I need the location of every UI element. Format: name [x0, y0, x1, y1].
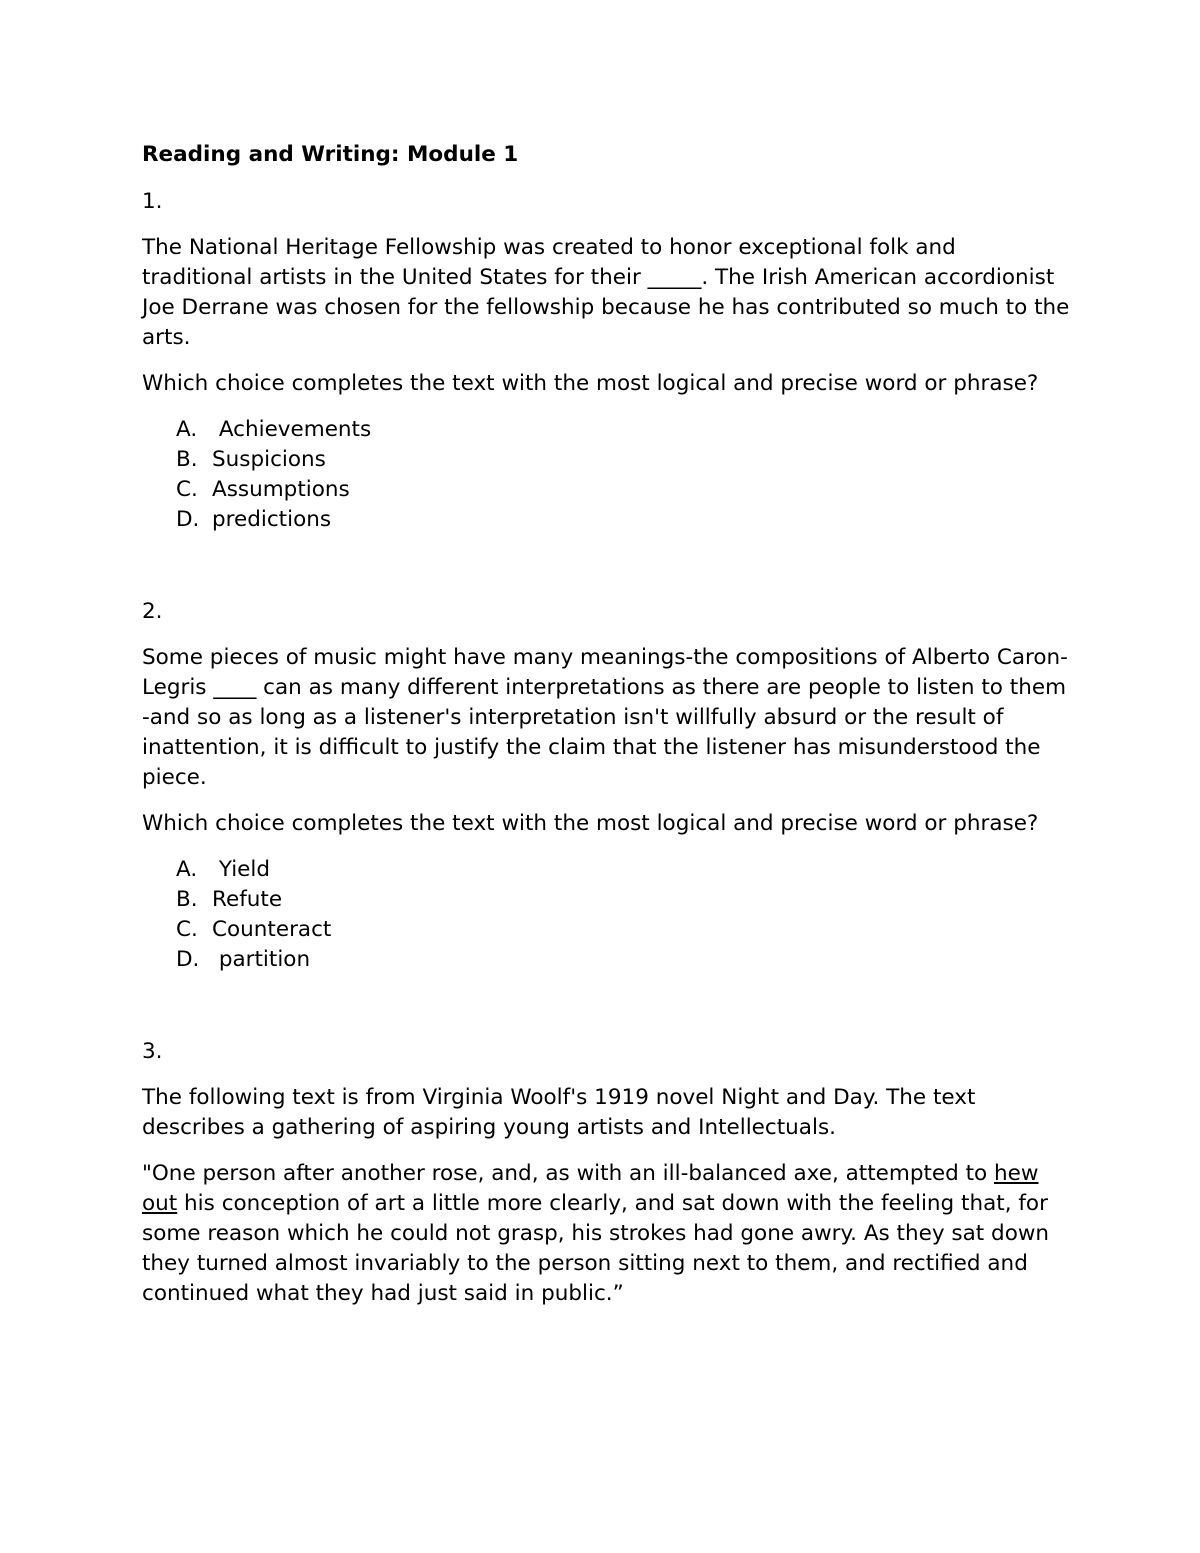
- answer-choice: [176, 885, 1072, 915]
- choice-text: Counteract: [212, 917, 332, 942]
- document-title: Reading and Writing: Module 1: [142, 142, 519, 167]
- choice-text: predictions: [212, 507, 332, 532]
- blank-line: [142, 975, 1072, 1037]
- answer-choice: [176, 855, 1072, 885]
- answer-choice: [176, 445, 1072, 475]
- blank-line: [142, 535, 1072, 597]
- answer-choice: [176, 945, 1072, 975]
- answer-choices: [142, 855, 1072, 975]
- quote-text: his conception of art a little more clearly, and sat down with the feeling that, for some reason which he could not grasp, his strokes had gone awry. As they sat down they turned almost invariably to the person sitting next to them, and rectified and continued what they had just said in public.”: [142, 1191, 1050, 1306]
- question-passage: The National Heritage Fellowship was created to honor exceptional folk and traditional artists in the United States for their _____. The Irish American accordionist Joe Derrane was chosen for the fellowship because he has contributed so much to the arts.: [142, 235, 1070, 350]
- choice-text: Yield: [212, 857, 271, 882]
- question-number: 2.: [142, 599, 163, 624]
- choice-letter: D.: [176, 947, 200, 972]
- answer-choices: [142, 415, 1072, 535]
- question-3: [142, 1037, 1072, 1309]
- choice-letter: B.: [176, 447, 198, 472]
- choice-text: Achievements: [212, 417, 372, 442]
- question-number: 3.: [142, 1039, 163, 1064]
- answer-choice: [176, 475, 1072, 505]
- answer-choice: [176, 415, 1072, 445]
- choice-letter: D.: [176, 507, 200, 532]
- choice-text: Assumptions: [212, 477, 350, 502]
- choice-letter: A.: [176, 417, 198, 442]
- underlined-phrase: hew out: [142, 1161, 1039, 1216]
- question-prompt: Which choice completes the text with the most logical and precise word or phrase?: [142, 811, 1039, 836]
- choice-letter: B.: [176, 887, 198, 912]
- choice-text: partition: [212, 947, 311, 972]
- answer-choice: [176, 505, 1072, 535]
- choice-letter: C.: [176, 917, 198, 942]
- question-passage: The following text is from Virginia Woolf's 1919 novel Night and Day. The text describes a gathering of aspiring young artists and Intellectuals.: [142, 1085, 976, 1140]
- question-prompt: Which choice completes the text with the most logical and precise word or phrase?: [142, 371, 1039, 396]
- question-number: 1.: [142, 189, 163, 214]
- question-passage: Some pieces of music might have many meanings-the compositions of Alberto Caron-Legris ____ can as many different interpretations as there are people to listen to them -and so as long as a listener's interpretation isn't willfully absurd or the result of inattention, it is difficult to justify the claim that the listener has misunderstood the piece.: [142, 645, 1068, 790]
- choice-letter: A.: [176, 857, 198, 882]
- answer-choice: [176, 915, 1072, 945]
- choice-letter: C.: [176, 477, 198, 502]
- question-1: [142, 187, 1072, 535]
- document-body: [142, 138, 1072, 1325]
- choice-text: Suspicions: [212, 447, 326, 472]
- quote-text: "One person after another rose, and, as with an ill-balanced axe, attempted to: [142, 1161, 995, 1186]
- quoted-excerpt: [142, 1159, 1072, 1309]
- question-2: [142, 597, 1072, 975]
- choice-text: Refute: [212, 887, 283, 912]
